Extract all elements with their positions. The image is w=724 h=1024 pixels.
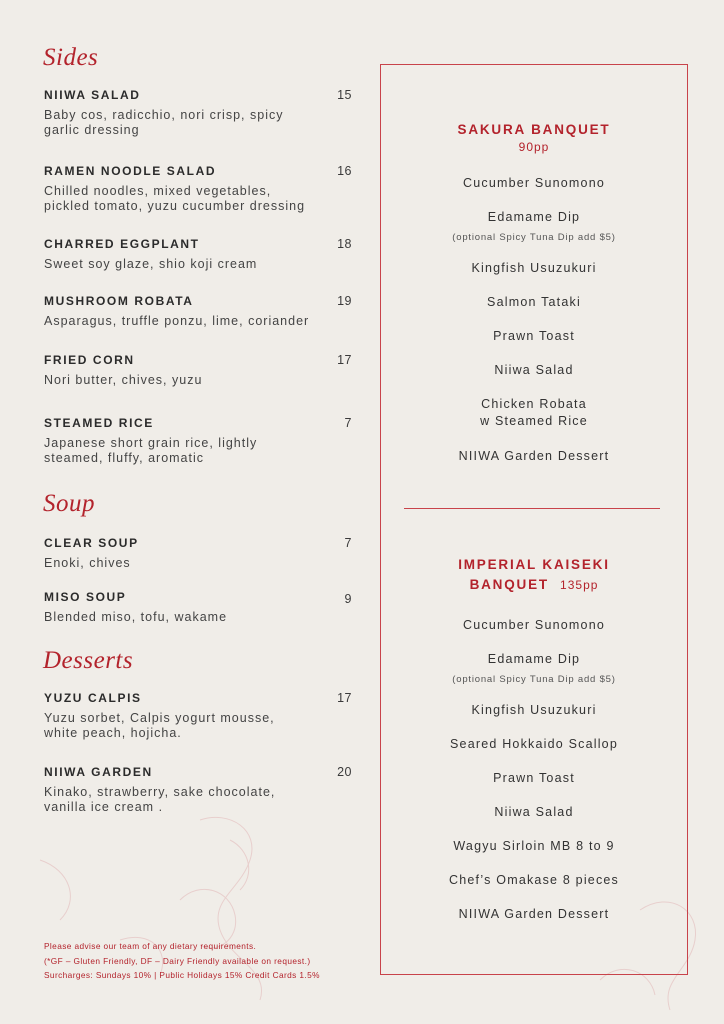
banquet-item: NIIWA Garden Dessert bbox=[458, 907, 610, 921]
banquet-item: Niiwa Salad bbox=[494, 363, 574, 377]
banquet-item bbox=[381, 209, 687, 246]
item-name: MISO SOUP bbox=[44, 590, 127, 604]
banquet-title-imperial bbox=[381, 555, 687, 595]
menu-item bbox=[44, 294, 352, 329]
banquet-item-note: (optional Spicy Tuna Dip add $5) bbox=[452, 674, 616, 685]
dietary-notes bbox=[44, 939, 320, 983]
menu-item bbox=[44, 353, 352, 388]
banquet-price: 135pp bbox=[560, 578, 599, 592]
item-description: Kinako, strawberry, sake chocolate, vanilla ice cream . bbox=[44, 785, 276, 814]
item-description: Enoki, chives bbox=[44, 556, 131, 570]
banquet-panel bbox=[380, 64, 688, 975]
item-description: Nori butter, chives, yuzu bbox=[44, 373, 203, 387]
item-name: CHARRED EGGPLANT bbox=[44, 237, 200, 251]
banquet-item: Prawn Toast bbox=[493, 771, 575, 785]
item-price: 20 bbox=[337, 765, 352, 779]
banquet-item: Salmon Tataki bbox=[487, 295, 581, 309]
item-price: 15 bbox=[337, 88, 352, 102]
banquet-item: Wagyu Sirloin MB 8 to 9 bbox=[453, 839, 615, 853]
banquet-item-note: (optional Spicy Tuna Dip add $5) bbox=[452, 232, 616, 243]
item-description: Asparagus, truffle ponzu, lime, coriander bbox=[44, 314, 310, 328]
item-name: NIIWA SALAD bbox=[44, 88, 141, 102]
divider bbox=[404, 508, 660, 509]
menu-item bbox=[44, 590, 352, 625]
banquet-item: Cucumber Sunomono bbox=[463, 176, 605, 190]
item-description: Baby cos, radicchio, nori crisp, spicy garlic dressing bbox=[44, 108, 284, 137]
item-description: Blended miso, tofu, wakame bbox=[44, 610, 228, 624]
menu-item bbox=[44, 237, 352, 272]
surcharge-note: Surcharges: Sundays 10% | Public Holidays 15% Credit Cards 1.5% bbox=[44, 970, 320, 980]
item-description: Yuzu sorbet, Calpis yogurt mousse, white peach, hojicha. bbox=[44, 711, 275, 740]
item-description: Chilled noodles, mixed vegetables, pickled tomato, yuzu cucumber dressing bbox=[44, 184, 306, 213]
item-description: Japanese short grain rice, lightly steamed, fluffy, aromatic bbox=[44, 436, 258, 465]
dietary-note: (*GF – Gluten Friendly, DF – Dairy Friendly available on request.) bbox=[44, 955, 311, 966]
item-name: MUSHROOM ROBATA bbox=[44, 294, 194, 308]
item-price: 18 bbox=[337, 237, 352, 251]
banquet-name: SAKURA BANQUET bbox=[457, 122, 611, 137]
banquet-name: IMPERIAL KAISEKI bbox=[458, 557, 610, 572]
banquet-name: BANQUET bbox=[469, 577, 549, 592]
item-name: YUZU CALPIS bbox=[44, 691, 142, 705]
section-title-desserts: Desserts bbox=[43, 647, 134, 674]
item-name: FRIED CORN bbox=[44, 353, 135, 367]
menu-item bbox=[44, 88, 352, 138]
banquet-item: Niiwa Salad bbox=[494, 805, 574, 819]
banquet-title-sakura bbox=[381, 120, 687, 154]
item-name: NIIWA GARDEN bbox=[44, 765, 153, 779]
menu-item bbox=[44, 691, 352, 741]
item-price: 9 bbox=[344, 592, 352, 606]
item-price: 16 bbox=[337, 164, 352, 178]
banquet-item: Seared Hokkaido Scallop bbox=[450, 737, 618, 751]
banquet-item: Cucumber Sunomono bbox=[463, 618, 605, 632]
banquet-item: Chef’s Omakase 8 pieces bbox=[448, 873, 620, 887]
item-price: 19 bbox=[337, 294, 352, 308]
banquet-item: Kingfish Usuzukuri bbox=[471, 261, 597, 275]
banquet-item bbox=[381, 396, 687, 430]
banquet-item-name: Chicken Robata bbox=[481, 397, 587, 411]
menu-item bbox=[44, 164, 352, 214]
banquet-item: Prawn Toast bbox=[493, 329, 575, 343]
item-name: CLEAR SOUP bbox=[44, 536, 139, 550]
banquet-item bbox=[381, 651, 687, 688]
banquet-item-name: Edamame Dip bbox=[487, 652, 581, 666]
item-price: 7 bbox=[344, 416, 352, 430]
item-price: 17 bbox=[337, 353, 352, 367]
item-description: Sweet soy glaze, shio koji cream bbox=[44, 257, 258, 271]
section-title-soup: Soup bbox=[43, 490, 95, 517]
menu-item bbox=[44, 416, 352, 466]
menu-item bbox=[44, 536, 352, 571]
item-price: 7 bbox=[344, 536, 352, 550]
banquet-price: 90pp bbox=[518, 140, 550, 154]
section-title-sides: Sides bbox=[43, 44, 99, 71]
item-price: 17 bbox=[337, 691, 352, 705]
menu-item bbox=[44, 765, 352, 815]
item-name: STEAMED RICE bbox=[44, 416, 154, 430]
item-name: RAMEN NOODLE SALAD bbox=[44, 164, 217, 178]
banquet-item: NIIWA Garden Dessert bbox=[458, 449, 610, 463]
banquet-item-name: w Steamed Rice bbox=[480, 414, 588, 428]
banquet-item-name: Edamame Dip bbox=[487, 210, 581, 224]
dietary-note: Please advise our team of any dietary requirements. bbox=[44, 941, 257, 951]
banquet-item: Kingfish Usuzukuri bbox=[471, 703, 597, 717]
